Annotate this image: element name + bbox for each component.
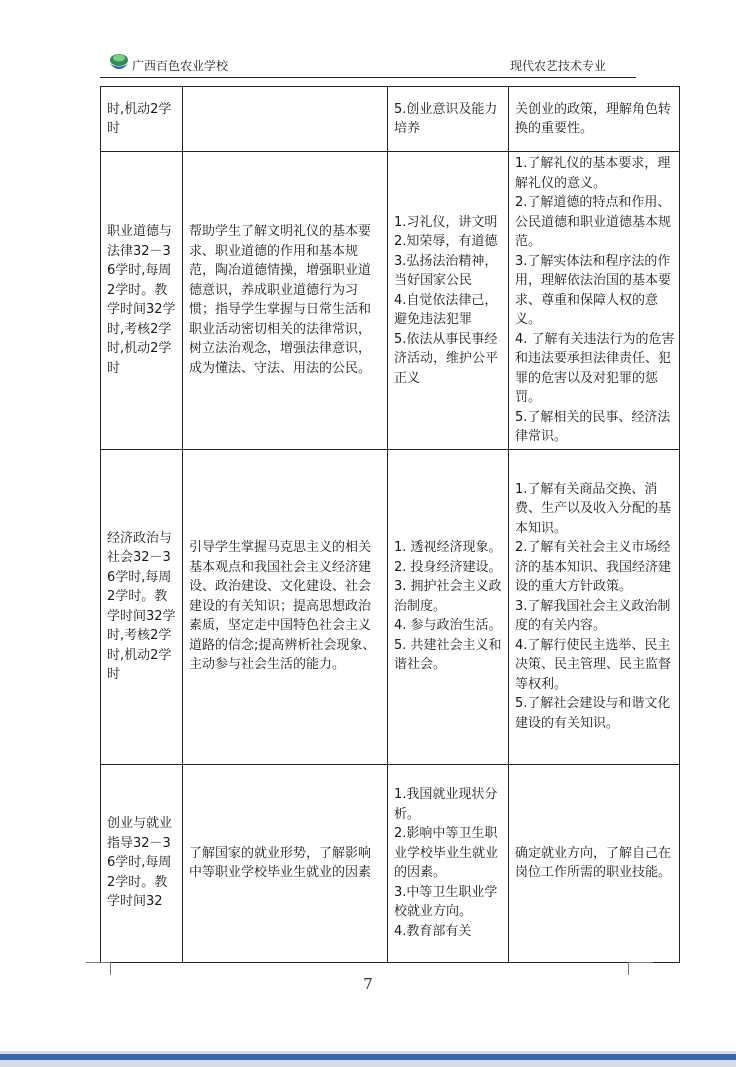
course-content-cell: [388, 449, 509, 764]
course-content-cell: [388, 764, 509, 962]
school-name: 广西百色农业学校: [132, 59, 229, 73]
requirement-item: 关创业的政策，理解角色转换的重要性。: [515, 101, 672, 136]
content-item: 1.我国就业现状分析。: [394, 787, 498, 822]
course-goal-cell: 引导学生掌握马克思主义的相关基本观点和我国社会主义经济建设、政治建设、文化建设、社会建设的有关知识；提高思想政治素质，坚定走中国特色社会主义道路的信念;提高辨析社会现象、主动参与社会生活的能力。: [183, 449, 388, 764]
course-name-cell: 时,机动2学时: [101, 87, 183, 152]
table-row: [101, 449, 680, 764]
requirement-item: 5.了解社会建设与和谐文化建设的有关知识。: [515, 696, 671, 731]
requirement-item: 确定就业方向，了解自己在岗位工作所需的职业技能。: [515, 845, 672, 880]
course-content-cell: [388, 152, 509, 450]
header-rule: [100, 77, 636, 78]
course-table: [100, 86, 680, 963]
content-item: 5.依法从事民事经济活动，维护公平正义: [394, 331, 499, 386]
course-content-cell: [388, 87, 509, 152]
content-item: 2.影响中等卫生职业学校毕业生就业的因素。: [394, 826, 499, 880]
requirement-item: 3.了解我国社会主义政治制度的有关内容。: [515, 598, 671, 634]
table-row: [101, 764, 680, 962]
course-name-cell: 职业道德与法律32－36学时,每周2学时。教学时间32学时,考核2学时,机动2学时: [101, 152, 183, 450]
content-item: 2. 投身经济建设。: [394, 559, 502, 575]
content-item: 1. 透视经济现象。: [394, 540, 502, 556]
content-item: 4.自觉依法律己，避免违法犯罪: [394, 292, 498, 327]
requirement-item: 3.了解实体法和程序法的作用，理解依法治国的基本要求、尊重和保障人权的意义。: [515, 253, 672, 327]
course-requirements-cell: [509, 764, 680, 962]
course-goal-cell: 帮助学生了解文明礼仪的基本要求、职业道德的作用和基本规范，陶冶道德情操，增强职业道德意识，养成职业道德行为习惯；指导学生掌握与日常生活和职业活动密切相关的法律常识，树立法治观念，增强法律意识，成为懂法、守法、用法的公民。: [183, 152, 388, 450]
requirement-item: 4. 了解有关违法行为的危害和违法要承担法律责任、犯罪的危害以及对犯罪的惩罚。: [515, 331, 675, 405]
major-name: 现代农艺技术专业: [509, 59, 606, 73]
content-item: 1.习礼仪，讲文明: [394, 214, 498, 230]
course-name-cell: 经济政治与社会32－36学时,每周2学时。教学时间32学时,考核2学时,机动2学时: [101, 449, 183, 764]
requirement-item: 2.了解有关社会主义市场经济的基本知识、我国经济建设的重大方针政策。: [515, 540, 672, 595]
content-item: 4. 参与政治生活。: [394, 618, 502, 634]
table-row: [101, 152, 680, 450]
requirement-item: 2.了解道德的特点和作用、公民道德和职业道德基本规范。: [515, 195, 672, 249]
crop-mark-right: [628, 962, 653, 975]
page-number: 7: [363, 975, 373, 993]
page-header: [100, 50, 636, 78]
content-item: 3.中等卫生职业学校就业方向。: [394, 884, 498, 919]
content-item: 2.知荣辱，有道德: [394, 234, 498, 249]
content-item: 5.创业意识及能力培养: [394, 101, 498, 136]
crop-mark-left: [86, 962, 111, 975]
requirement-item: 1.了解有关商品交换、消费、生产以及收入分配的基本知识。: [515, 481, 672, 536]
course-name-cell: 创业与就业指导32－36学时,每周2学时。教学时间32: [101, 764, 183, 962]
requirement-item: 4.了解行使民主选举、民主决策、民主管理、民主监督等权利。: [515, 637, 672, 692]
content-item: 4.教育部有关: [394, 923, 472, 939]
content-item: 3.弘扬法治精神，当好国家公民: [394, 253, 498, 288]
school-logo-icon: [108, 52, 130, 74]
course-goal-cell: 了解国家的就业形势，了解影响中等职业学校毕业生就业的因素: [183, 764, 388, 962]
course-requirements-cell: [509, 87, 680, 152]
requirement-item: 1.了解礼仪的基本要求，理解礼仪的意义。: [515, 156, 671, 191]
requirement-item: 5.了解相关的民事、经济法律常识。: [515, 409, 671, 444]
course-requirements-cell: [509, 152, 680, 450]
content-item: 5. 共建社会主义和谐社会。: [394, 637, 502, 673]
table-row: [101, 87, 680, 152]
footer-bar: [0, 1051, 736, 1067]
content-item: 3. 拥护社会主义政治制度。: [394, 579, 502, 614]
course-requirements-cell: [509, 449, 680, 764]
course-goal-cell: [183, 87, 388, 152]
